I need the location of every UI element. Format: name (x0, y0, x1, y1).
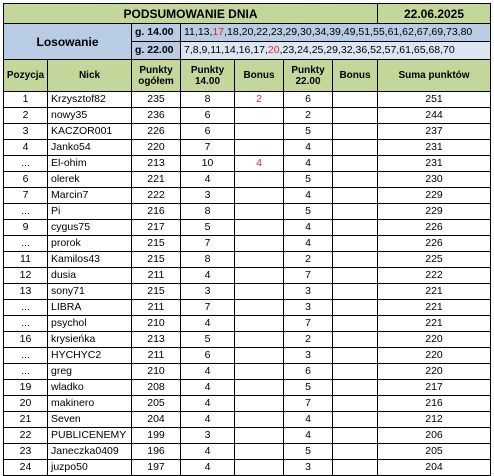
table-row (3, 396, 491, 412)
cell-p14: 6 (181, 124, 235, 140)
cell-pozycja: 16 (3, 332, 48, 348)
table-row (3, 444, 491, 460)
cell-ogolem: 236 (132, 108, 181, 124)
cell-bonus2 (333, 156, 378, 172)
draw-time-14: g. 14.00 (132, 24, 181, 42)
cell-suma: 237 (378, 124, 491, 140)
cell-p22: 7 (284, 316, 333, 332)
cell-p14: 10 (181, 156, 235, 172)
cell-p14: 7 (181, 300, 235, 316)
cell-ogolem: 204 (132, 412, 181, 428)
cell-ogolem: 216 (132, 204, 181, 220)
cell-nick: sony71 (48, 284, 132, 300)
cell-nick: Pi (48, 204, 132, 220)
table-row (3, 428, 491, 444)
cell-bonus1 (235, 396, 284, 412)
cell-nick: Krzysztof82 (48, 92, 132, 108)
col-header-ogolem: Punkty ogółem (132, 60, 181, 92)
cell-nick: Janko54 (48, 140, 132, 156)
column-header-row (3, 60, 491, 92)
cell-suma: 206 (378, 428, 491, 444)
cell-p22: 4 (284, 188, 333, 204)
col-header-pozycja: Pozycja (3, 60, 48, 92)
cell-pozycja: 22 (3, 428, 48, 444)
cell-p14: 5 (181, 220, 235, 236)
cell-pozycja: 20 (3, 396, 48, 412)
cell-suma: 216 (378, 396, 491, 412)
cell-p22: 3 (284, 348, 333, 364)
cell-p14: 4 (181, 444, 235, 460)
cell-nick: krysieńka (48, 332, 132, 348)
cell-ogolem: 220 (132, 140, 181, 156)
cell-nick: wladko (48, 380, 132, 396)
cell-ogolem: 196 (132, 444, 181, 460)
cell-pozycja: 13 (3, 284, 48, 300)
table-row (3, 220, 491, 236)
cell-p14: 4 (181, 172, 235, 188)
cell-bonus2 (333, 396, 378, 412)
cell-suma: 230 (378, 172, 491, 188)
cell-bonus1 (235, 364, 284, 380)
table-row (3, 316, 491, 332)
cell-bonus2 (333, 220, 378, 236)
cell-bonus2 (333, 316, 378, 332)
cell-pozycja: 6 (3, 172, 48, 188)
cell-ogolem: 221 (132, 172, 181, 188)
cell-p14: 8 (181, 252, 235, 268)
cell-p14: 4 (181, 364, 235, 380)
cell-nick: juzpo50 (48, 460, 132, 476)
cell-suma: 226 (378, 220, 491, 236)
cell-nick: Janeczka0409 (48, 444, 132, 460)
cell-suma: 225 (378, 252, 491, 268)
cell-bonus1 (235, 332, 284, 348)
title-row (3, 3, 491, 24)
cell-pozycja: 19 (3, 380, 48, 396)
cell-ogolem: 226 (132, 124, 181, 140)
cell-ogolem: 215 (132, 284, 181, 300)
cell-p14: 5 (181, 332, 235, 348)
cell-nick: Seven (48, 412, 132, 428)
cell-ogolem: 217 (132, 220, 181, 236)
cell-p14: 6 (181, 108, 235, 124)
cell-pozycja: 7 (3, 188, 48, 204)
cell-p22: 5 (284, 124, 333, 140)
cell-bonus1 (235, 444, 284, 460)
cell-p22: 6 (284, 364, 333, 380)
cell-pozycja: 4 (3, 140, 48, 156)
cell-p22: 4 (284, 412, 333, 428)
cell-nick: psychol (48, 316, 132, 332)
draw-time-22: g. 22.00 (132, 42, 181, 60)
cell-p22: 4 (284, 236, 333, 252)
cell-ogolem: 199 (132, 428, 181, 444)
cell-ogolem: 235 (132, 92, 181, 108)
cell-bonus1 (235, 252, 284, 268)
losowanie-block (3, 24, 491, 60)
cell-bonus1 (235, 140, 284, 156)
cell-p22: 2 (284, 252, 333, 268)
cell-ogolem: 211 (132, 268, 181, 284)
cell-p14: 3 (181, 284, 235, 300)
summary-sheet (3, 3, 491, 476)
cell-pozycja: 24 (3, 460, 48, 476)
cell-p14: 3 (181, 188, 235, 204)
cell-nick: makinero (48, 396, 132, 412)
cell-suma: 229 (378, 188, 491, 204)
cell-bonus2 (333, 124, 378, 140)
cell-p22: 5 (284, 172, 333, 188)
cell-p14: 4 (181, 316, 235, 332)
cell-nick: KACZOR001 (48, 124, 132, 140)
cell-pozycja: ... (3, 316, 48, 332)
cell-suma: 212 (378, 412, 491, 428)
cell-p22: 2 (284, 332, 333, 348)
cell-suma: 221 (378, 316, 491, 332)
cell-ogolem: 211 (132, 348, 181, 364)
cell-p14: 8 (181, 204, 235, 220)
cell-p14: 3 (181, 428, 235, 444)
cell-p14: 4 (181, 396, 235, 412)
col-header-nick: Nick (48, 60, 132, 92)
table-row (3, 140, 491, 156)
cell-bonus1 (235, 268, 284, 284)
cell-bonus1 (235, 188, 284, 204)
cell-suma: 220 (378, 348, 491, 364)
table-row (3, 412, 491, 428)
cell-bonus1: 2 (235, 92, 284, 108)
cell-bonus1 (235, 172, 284, 188)
cell-bonus2 (333, 268, 378, 284)
cell-pozycja: ... (3, 300, 48, 316)
cell-suma: 217 (378, 380, 491, 396)
cell-p22: 7 (284, 268, 333, 284)
table-row (3, 364, 491, 380)
cell-suma: 221 (378, 284, 491, 300)
table-row (3, 108, 491, 124)
cell-pozycja: 1 (3, 92, 48, 108)
cell-p22: 2 (284, 108, 333, 124)
col-header-bonus2: Bonus (333, 60, 378, 92)
cell-pozycja: 11 (3, 252, 48, 268)
cell-p22: 4 (284, 140, 333, 156)
cell-p14: 4 (181, 412, 235, 428)
cell-nick: Marcin7 (48, 188, 132, 204)
cell-p22: 3 (284, 300, 333, 316)
cell-bonus1 (235, 316, 284, 332)
cell-bonus2 (333, 444, 378, 460)
cell-bonus2 (333, 428, 378, 444)
cell-bonus1: 4 (235, 156, 284, 172)
cell-nick: LIBRA (48, 300, 132, 316)
cell-p14: 4 (181, 380, 235, 396)
losowanie-label: Losowanie (3, 24, 132, 60)
cell-suma: 229 (378, 204, 491, 220)
cell-ogolem: 215 (132, 236, 181, 252)
cell-pozycja: 23 (3, 444, 48, 460)
cell-p22: 6 (284, 92, 333, 108)
cell-suma: 220 (378, 364, 491, 380)
cell-p14: 4 (181, 268, 235, 284)
cell-p22: 7 (284, 396, 333, 412)
cell-bonus1 (235, 300, 284, 316)
cell-p22: 4 (284, 428, 333, 444)
cell-p22: 4 (284, 220, 333, 236)
table-row (3, 172, 491, 188)
cell-pozycja: ... (3, 204, 48, 220)
ranking-table-body (3, 92, 491, 476)
table-row (3, 460, 491, 476)
cell-pozycja: 3 (3, 124, 48, 140)
cell-nick: greg (48, 364, 132, 380)
cell-bonus1 (235, 220, 284, 236)
cell-nick: Kamilos43 (48, 252, 132, 268)
cell-bonus2 (333, 332, 378, 348)
col-header-p22: Punkty 22.00 (284, 60, 333, 92)
cell-bonus2 (333, 348, 378, 364)
cell-suma: 231 (378, 140, 491, 156)
cell-pozycja: 9 (3, 220, 48, 236)
cell-p22: 5 (284, 444, 333, 460)
cell-suma: 220 (378, 332, 491, 348)
cell-nick: olerek (48, 172, 132, 188)
cell-p14: 7 (181, 140, 235, 156)
table-row (3, 124, 491, 140)
cell-bonus2 (333, 412, 378, 428)
cell-suma: 205 (378, 444, 491, 460)
table-row (3, 92, 491, 108)
table-row (3, 188, 491, 204)
cell-bonus1 (235, 412, 284, 428)
cell-ogolem: 210 (132, 316, 181, 332)
cell-p22: 5 (284, 204, 333, 220)
cell-suma: 226 (378, 236, 491, 252)
table-row (3, 332, 491, 348)
table-row (3, 204, 491, 220)
cell-p22: 3 (284, 460, 333, 476)
table-row (3, 348, 491, 364)
col-header-bonus1: Bonus (235, 60, 284, 92)
cell-ogolem: 208 (132, 380, 181, 396)
cell-nick: El-ohim (48, 156, 132, 172)
draw-numbers-14: 11,13,17,18,20,22,23,29,30,34,39,49,51,55,61,62,67,69,73,80 (181, 24, 491, 42)
cell-suma: 244 (378, 108, 491, 124)
cell-bonus1 (235, 204, 284, 220)
cell-bonus1 (235, 460, 284, 476)
cell-p22: 5 (284, 380, 333, 396)
cell-bonus2 (333, 460, 378, 476)
table-row (3, 252, 491, 268)
cell-p22: 4 (284, 156, 333, 172)
cell-nick: cygus75 (48, 220, 132, 236)
cell-bonus2 (333, 188, 378, 204)
cell-bonus1 (235, 428, 284, 444)
cell-pozycja: 2 (3, 108, 48, 124)
cell-p14: 7 (181, 236, 235, 252)
page-title: PODSUMOWANIE DNIA (3, 3, 378, 24)
cell-bonus2 (333, 140, 378, 156)
cell-p14: 6 (181, 348, 235, 364)
cell-pozycja: ... (3, 364, 48, 380)
cell-nick: PUBLICENEMY (48, 428, 132, 444)
cell-bonus2 (333, 364, 378, 380)
cell-bonus2 (333, 300, 378, 316)
cell-bonus2 (333, 236, 378, 252)
cell-pozycja: ... (3, 348, 48, 364)
cell-nick: dusia (48, 268, 132, 284)
cell-bonus2 (333, 204, 378, 220)
cell-bonus2 (333, 172, 378, 188)
cell-pozycja: 12 (3, 268, 48, 284)
cell-p14: 4 (181, 460, 235, 476)
cell-p22: 3 (284, 284, 333, 300)
cell-pozycja: ... (3, 156, 48, 172)
cell-pozycja: 21 (3, 412, 48, 428)
cell-bonus1 (235, 236, 284, 252)
cell-suma: 231 (378, 156, 491, 172)
table-row (3, 380, 491, 396)
cell-bonus1 (235, 380, 284, 396)
cell-bonus2 (333, 284, 378, 300)
cell-bonus2 (333, 252, 378, 268)
table-row (3, 268, 491, 284)
cell-p14: 8 (181, 92, 235, 108)
table-row (3, 300, 491, 316)
table-row (3, 156, 491, 172)
date-cell: 22.06.2025 (378, 3, 491, 24)
cell-bonus2 (333, 92, 378, 108)
cell-suma: 221 (378, 300, 491, 316)
cell-ogolem: 222 (132, 188, 181, 204)
col-header-suma: Suma punktów (378, 60, 491, 92)
cell-suma: 251 (378, 92, 491, 108)
cell-ogolem: 197 (132, 460, 181, 476)
cell-ogolem: 213 (132, 332, 181, 348)
cell-bonus2 (333, 380, 378, 396)
table-row (3, 236, 491, 252)
cell-ogolem: 213 (132, 156, 181, 172)
cell-nick: HYCHYC2 (48, 348, 132, 364)
cell-bonus1 (235, 348, 284, 364)
cell-ogolem: 205 (132, 396, 181, 412)
cell-ogolem: 215 (132, 252, 181, 268)
cell-bonus1 (235, 284, 284, 300)
cell-bonus1 (235, 124, 284, 140)
cell-ogolem: 210 (132, 364, 181, 380)
table-row (3, 284, 491, 300)
cell-nick: nowy35 (48, 108, 132, 124)
cell-pozycja: ... (3, 236, 48, 252)
cell-nick: prorok (48, 236, 132, 252)
cell-bonus1 (235, 108, 284, 124)
cell-suma: 222 (378, 268, 491, 284)
cell-bonus2 (333, 108, 378, 124)
draw-numbers-22: 7,8,9,11,14,16,17,20,23,24,25,29,32,36,52,57,61,65,68,70 (181, 42, 491, 60)
col-header-p14: Punkty 14.00 (181, 60, 235, 92)
cell-suma: 204 (378, 460, 491, 476)
cell-ogolem: 211 (132, 300, 181, 316)
